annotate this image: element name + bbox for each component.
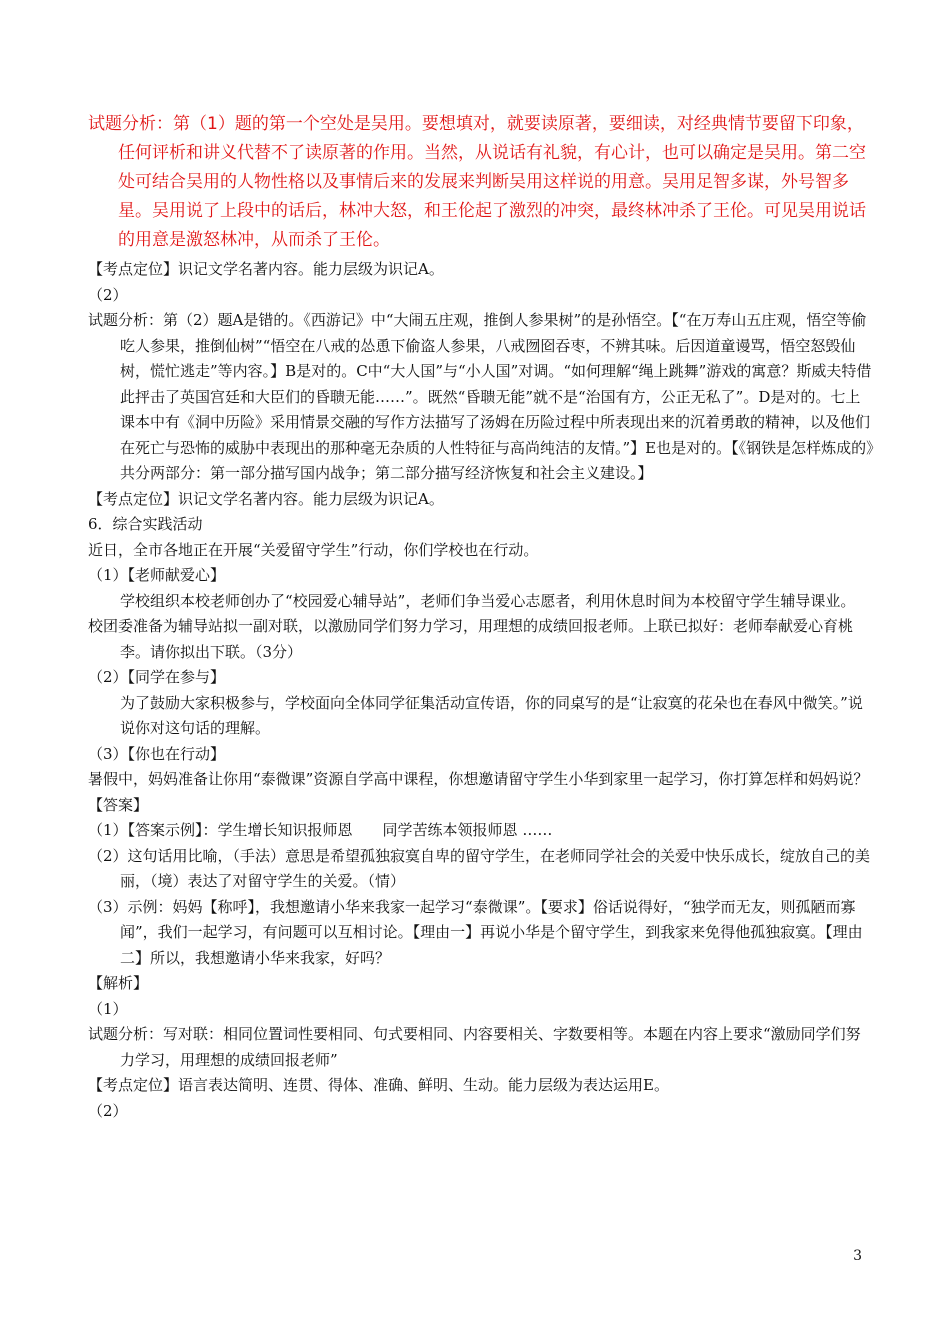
paragraph: （1）【老师献爱心】 [88, 566, 226, 584]
paragraph: 【考点定位】识记文学名著内容。能力层级为识记A。 [88, 489, 444, 508]
paragraph: 【答案】 [88, 795, 149, 814]
paragraph: （2）这句话用比喻，（手法）意思是希望孤独寂寞自卑的留守学生，在老师同学社会的关爱中快乐成长，绽放自己的美丽，（境）表达了对留守学生的关爱。（情） [88, 846, 871, 890]
paragraph: 为了鼓励大家积极参与，学校面向全体同学征集活动宣传语，你的同桌写的是“让寂寞的花朵也在春风中微笑。”说说你对这句话的理解。 [120, 693, 863, 737]
paragraph: 近日，全市各地正在开展“关爱留守学生”行动，你们学校也在行动。 [88, 540, 539, 559]
paragraph: 试题分析：第（2）题A是错的。《西游记》中“大闹五庄观，推倒人参果树”的是孙悟空。【“在万寿山五庄观，悟空等偷吃人参果，推倒仙树”“悟空在八戒的怂恿下偷盗人参果，八戒囫囵吞枣，不辨其味。后因道童谩骂，悟空怒毁仙树，慌忙逃走”等内容。】B是对的。C中“大人国”与“小人国”对调。“如何理解“绳上跳舞”游戏的寓意？斯威夫特借此抨击了英国宫廷和大臣们的昏聩无能……”。既然“昏聩无能”就不是“治国有方，公正无私了”。D是对的。七上课本中有《洞中历险》采用情景交融的写作方法描写了汤姆在历险过程中所表现出来的沉着勇敢的精神，以及他们在死亡与恐怖的威胁中表现出的那种毫无杂质的人性特征与高尚纯洁的友情。”】E也是对的。【《钢铁是怎样炼成的》共分两部分：第一部分描写国内战争；第二部分描写经济恢复和社会主义建设。】 [88, 311, 874, 482]
paragraph: 校团委准备为辅导站拟一副对联，以激励同学们努力学习，用理想的成绩回报老师。上联已拟好：老师奉献爱心育桃李。请你拟出下联。（3分） [88, 617, 854, 661]
paragraph: （2） [88, 1101, 128, 1120]
answer-analysis-red: 试题分析：第（1）题的第一个空处是吴用。要想填对，就要读原著，要细读，对经典情节要留下印象，任何评析和讲义代替不了读原著的作用。当然，从说话有礼貌，有心计，也可以确定是吴用。第二空处可结合吴用的人物性格以及事情后来的发展来判断吴用这样说的用意。吴用足智多谋，外号智多星。吴用说了上段中的话后，林冲大怒，和王伦起了激烈的冲突，最终林冲杀了王伦。可见吴用说话的用意是激怒林冲，从而杀了王伦。 [88, 114, 866, 250]
paragraph: （2）【同学在参与】 [88, 668, 226, 686]
paragraph: （1） [88, 999, 128, 1018]
paragraph: 6．综合实践活动 [88, 515, 203, 533]
paragraph: 【考点定位】识记文学名著内容。能力层级为识记A。 [88, 260, 444, 278]
paragraph: （3）示例：妈妈【称呼】，我想邀请小华来我家一起学习“泰微课”。【要求】俗话说得好，“独学而无友，则孤陋而寡闻”，我们一起学习，有问题可以互相讨论。【理由一】再说小华是个留守学生，到我家来免得他孤独寂寞。【理由二】所以，我想邀请小华来我家，好吗？ [88, 897, 863, 967]
paragraph: 学校组织本校老师创办了“校园爱心辅导站”，老师们争当爱心志愿者，利用休息时间为本校留守学生辅导课业。 [120, 591, 856, 610]
paragraph: （2） [88, 285, 128, 304]
paragraph: （1）【答案示例】：学生增长知识报师恩 同学苦练本领报师恩 …… [88, 821, 553, 839]
paragraph: （3）【你也在行动】 [88, 744, 226, 763]
page-number: 3 [853, 1248, 862, 1264]
paragraph: 【考点定位】语言表达简明、连贯、得体、准确、鲜明、生动。能力层级为表达运用E。 [88, 1076, 669, 1094]
page-body [88, 110, 874, 1124]
paragraph: 试题分析：写对联：相同位置词性要相同、句式要相同、内容要相关、字数要相等。本题在内容上要求“激励同学们努力学习，用理想的成绩回报老师” [88, 1025, 861, 1069]
paragraph: 暑假中，妈妈准备让你用“泰微课”资源自学高中课程，你想邀请留守学生小华到家里一起学习，你打算怎样和妈妈说？ [88, 770, 869, 788]
paragraph: 【解析】 [88, 974, 149, 992]
